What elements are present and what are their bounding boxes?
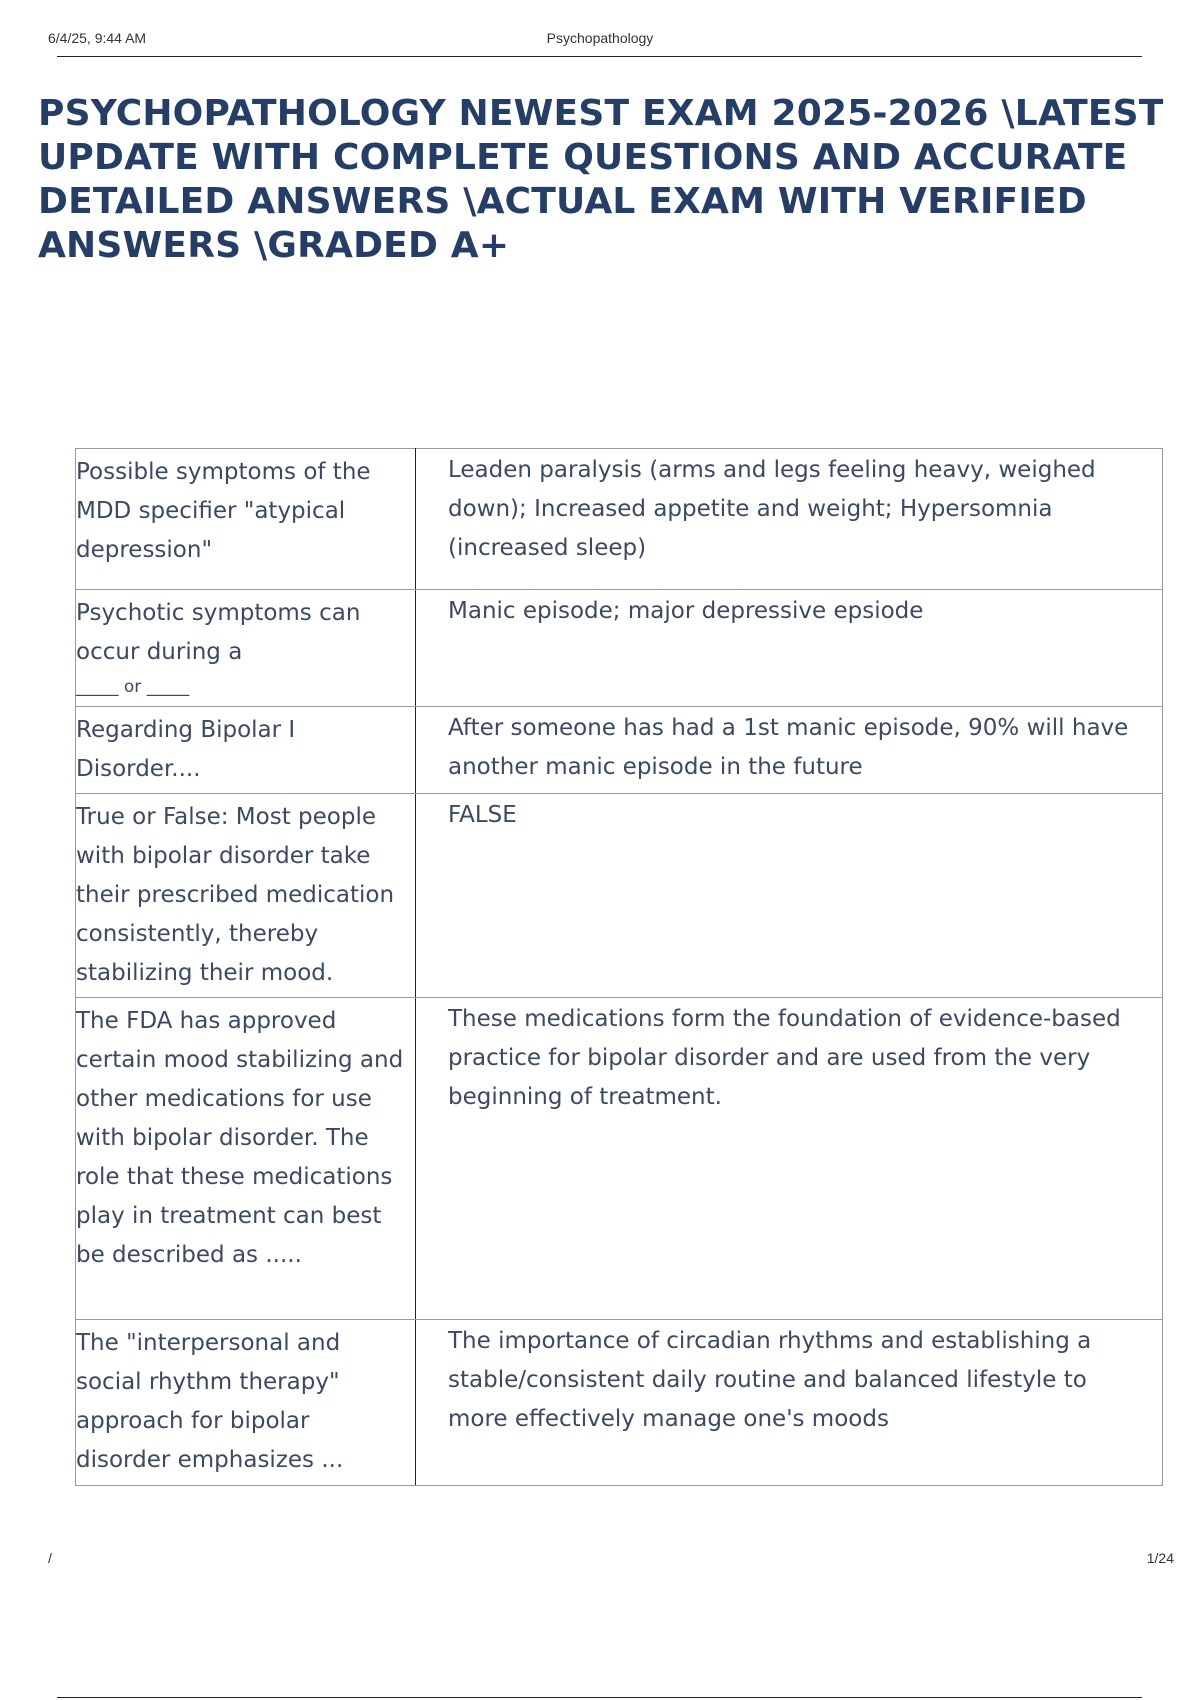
qa-table [75,448,1163,1486]
answer-cell: Manic episode; major depressive epsiode [416,590,1163,707]
answer-cell: After someone has had a 1st manic episode, 90% will have another manic episode in the future [416,707,1163,794]
answer-cell: These medications form the foundation of evidence-based practice for bipolar disorder and are used from the very beginning of treatment. [416,998,1163,1320]
question-cell: The FDA has approved certain mood stabilizing and other medications for use with bipolar disorder. The role that these medications play in treatment can best be described as ..... [76,998,416,1320]
table-row [76,449,1163,590]
footer-path: / [48,1550,52,1566]
question-blank: _____ or _____ [76,677,190,697]
question-cell: True or False: Most people with bipolar disorder take their prescribed medication consistently, thereby stabilizing their mood. [76,794,416,998]
page-number: 1/24 [1146,1550,1174,1566]
question-cell [76,590,416,707]
print-footer [48,1550,1174,1570]
answer-cell: The importance of circadian rhythms and establishing a stable/consistent daily routine and balanced lifestyle to more effectively manage one's moods [416,1320,1163,1486]
print-date: 6/4/25, 9:44 AM [48,30,147,46]
table-row [76,590,1163,707]
question-cell: The "interpersonal and social rhythm therapy" approach for bipolar disorder emphasizes ... [76,1320,416,1486]
header-divider [57,56,1142,57]
question-text: Psychotic symptoms can occur during a [76,600,361,665]
answer-cell: Leaden paralysis (arms and legs feeling heavy, weighed down); Increased appetite and weight; Hypersomnia (increased sleep) [416,449,1163,590]
page-title: PSYCHOPATHOLOGY NEWEST EXAM 2025-2026 \LATEST UPDATE WITH COMPLETE QUESTIONS AND ACCURATE DETAILED ANSWERS \ACTUAL EXAM WITH VERIFIED ANSWERS \GRADED A+ [38,93,1164,266]
print-header [48,28,1152,58]
table-row [76,1320,1163,1486]
table-row [76,707,1163,794]
print-title: Psychopathology [546,30,654,46]
question-cell: Regarding Bipolar I Disorder.... [76,707,416,794]
table-row [76,794,1163,998]
table-row [76,998,1163,1320]
footer-divider [57,1697,1142,1698]
answer-cell: FALSE [416,794,1163,998]
question-cell: Possible symptoms of the MDD specifier "atypical depression" [76,449,416,590]
